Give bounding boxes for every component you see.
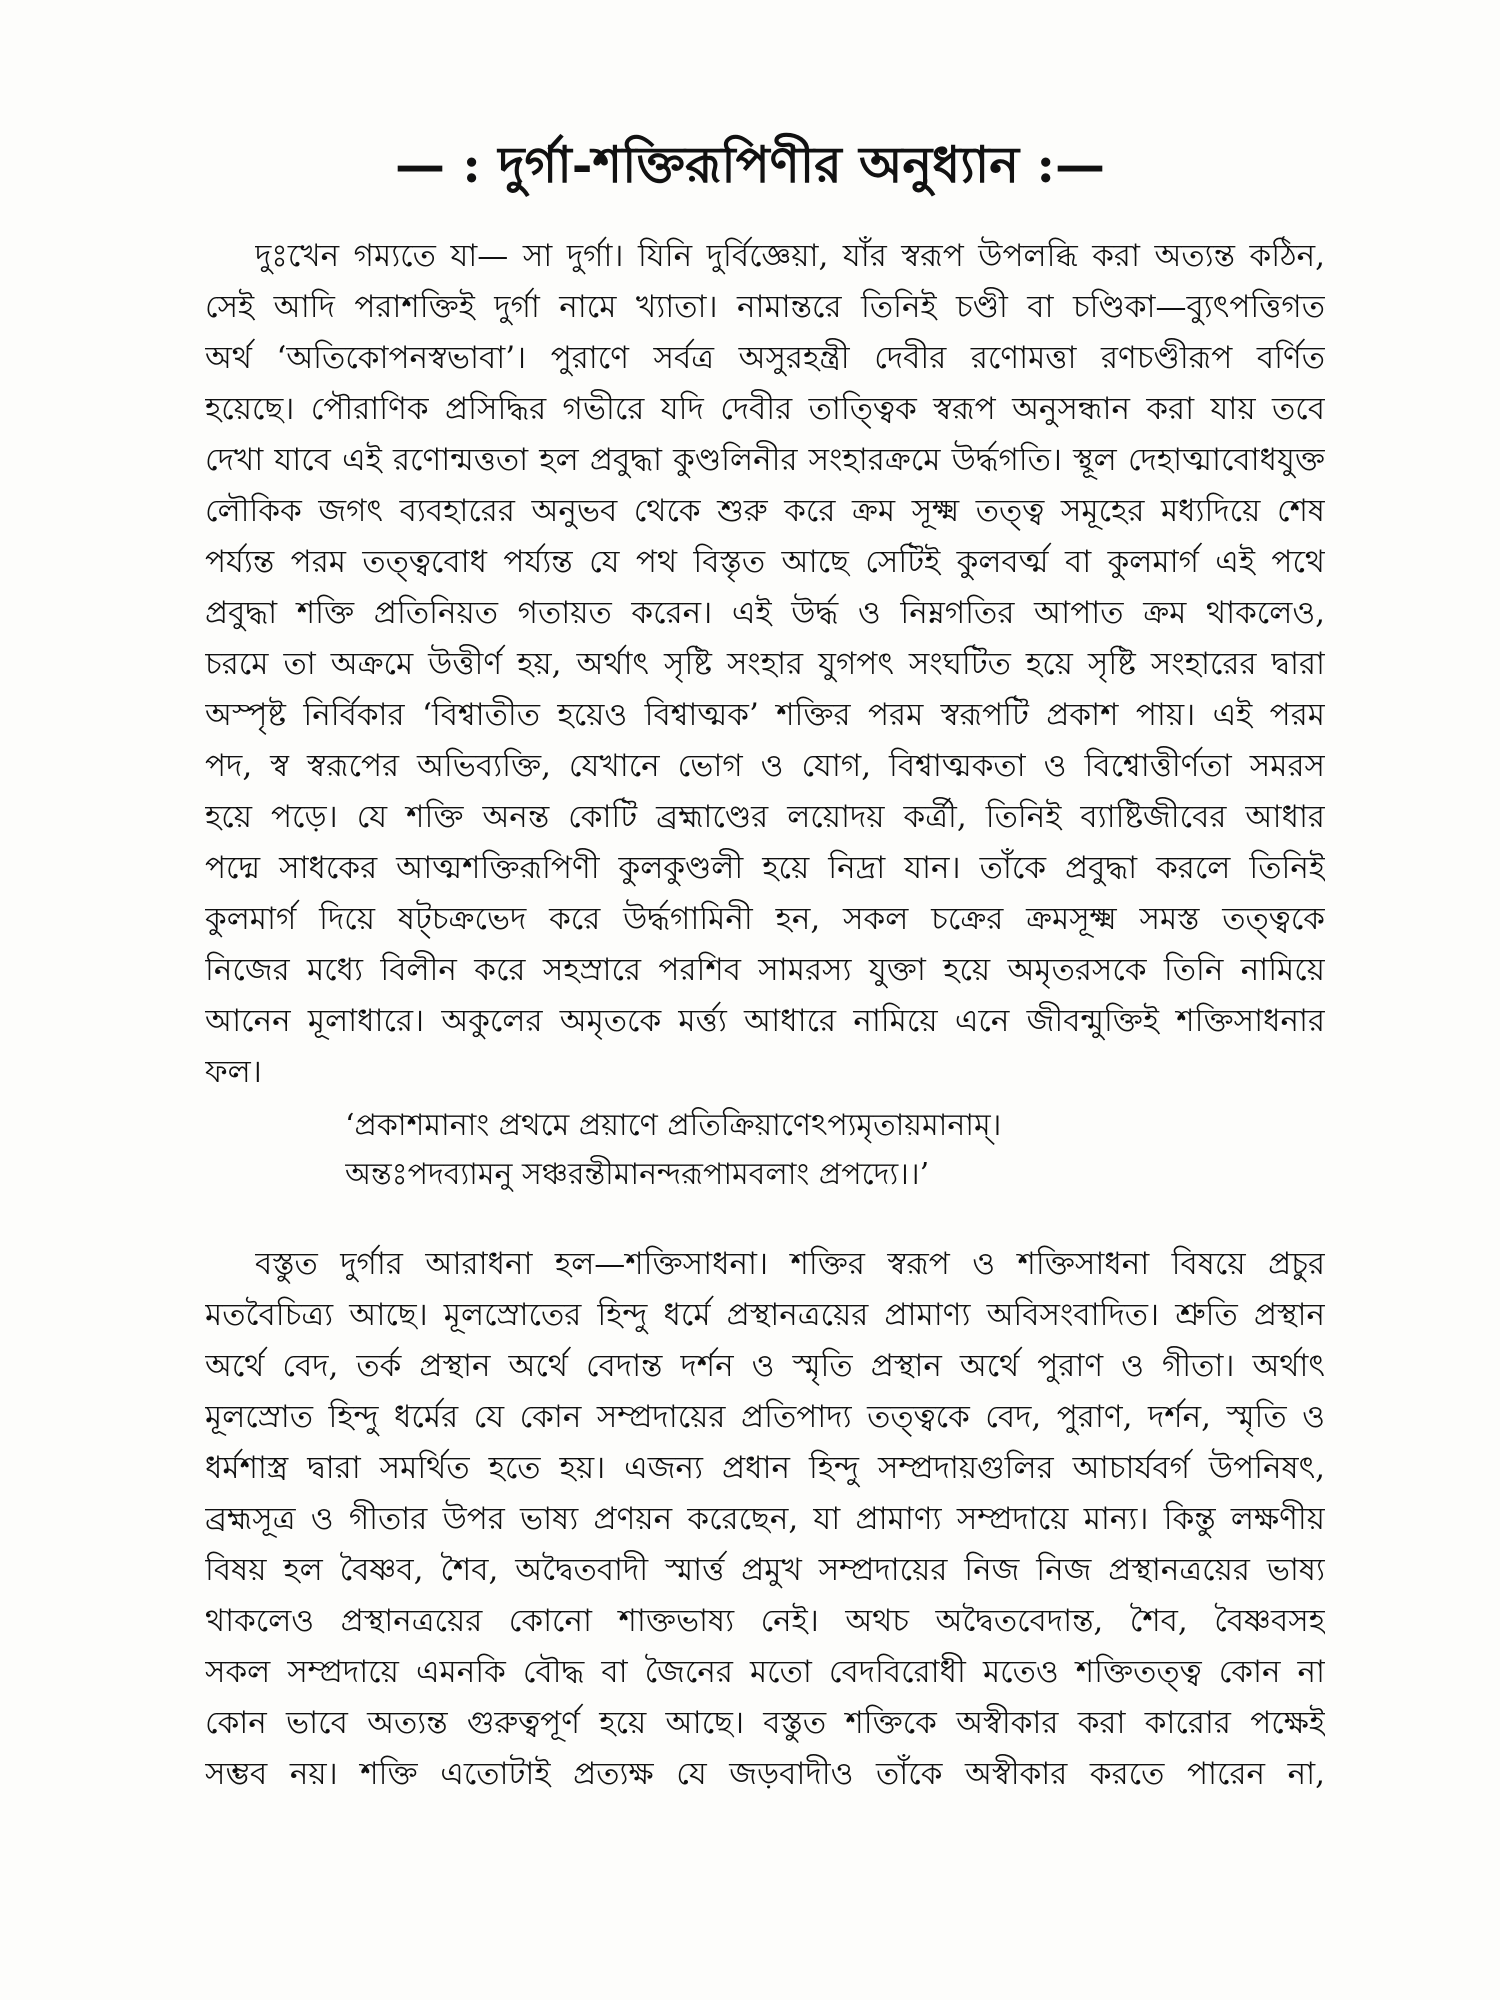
paragraph-line: পদ, স্ব স্বরূপের অভিব্যক্তি, যেখানে ভোগ ও যোগ, বিশ্বাত্মকতা ও বিশ্বোত্তীর্ণতা সমরস xyxy=(205,748,1325,784)
paragraph-line: মতবৈচিত্র্য আছে। মূলস্রোতের হিন্দু ধর্মে প্রস্থানত্রয়ের প্রামাণ্য অবিসংবাদিত। শ্রুতি প্রস্থান xyxy=(205,1297,1325,1333)
paragraph-line: হয়েছে। পৌরাণিক প্রসিদ্ধির গভীরে যদি দেবীর তাত্ত্বিক স্বরূপ অনুসন্ধান করা যায় তবে xyxy=(205,391,1325,427)
verse-line: অন্তঃপদব্যামনু সঞ্চরন্তীমানন্দরূপামবলাং প্রপদ্যে।।’ xyxy=(345,1157,930,1192)
paragraph-line: সেই আদি পরাশক্তিই দুর্গা নামে খ্যাতা। নামান্তরে তিনিই চণ্ডী বা চণ্ডিকা—ব্যুৎপত্তিগত xyxy=(205,289,1325,325)
paragraph-line: দুঃখেন গম্যতে যা— সা দুর্গা। যিনি দুর্বিজ্ঞেয়া, যাঁর স্বরূপ উপলব্ধি করা অত্যন্ত কঠিন, xyxy=(255,238,1325,274)
paragraph-line: সম্ভব নয়। শক্তি এতোটাই প্রত্যক্ষ যে জড়বাদীও তাঁকে অস্বীকার করতে পারেন না, xyxy=(205,1756,1325,1792)
paragraph-line: অর্থে বেদ, তর্ক প্রস্থান অর্থে বেদান্ত দর্শন ও স্মৃতি প্রস্থান অর্থে পুরাণ ও গীতা। অর্থাৎ xyxy=(205,1348,1325,1384)
paragraph-line: মূলস্রোত হিন্দু ধর্মের যে কোন সম্প্রদায়ের প্রতিপাদ্য তত্ত্বকে বেদ, পুরাণ, দর্শন, স্মৃতি ও xyxy=(205,1399,1325,1435)
paragraph-line: পর্য্যন্ত পরম তত্ত্ববোধ পর্য্যন্ত যে পথ বিস্তৃত আছে সেটিই কুলবর্ত্ম বা কুলমার্গ এই পথে xyxy=(205,544,1325,580)
paragraph-line: অস্পৃষ্ট নির্বিকার ‘বিশ্বাতীত হয়েও বিশ্বাত্মক’ শক্তির পরম স্বরূপটি প্রকাশ পায়। এই পরম xyxy=(205,697,1325,733)
paragraph-line: বিষয় হল বৈষ্ণব, শৈব, অদ্বৈতবাদী স্মার্ত্ত প্রমুখ সম্প্রদায়ের নিজ নিজ প্রস্থানত্রয়ের ভাষ্য xyxy=(205,1552,1325,1588)
paragraph-line: চরমে তা অক্রমে উত্তীর্ণ হয়, অর্থাৎ সৃষ্টি সংহার যুগপৎ সংঘটিত হয়ে সৃষ্টি সংহারের দ্বারা xyxy=(205,646,1325,682)
paragraph-line: বস্তুত দুর্গার আরাধনা হল—শক্তিসাধনা। শক্তির স্বরূপ ও শক্তিসাধনা বিষয়ে প্রচুর xyxy=(255,1246,1325,1282)
paragraph-line: হয়ে পড়ে। যে শক্তি অনন্ত কোটি ব্রহ্মাণ্ডের লয়োদয় কর্ত্রী, তিনিই ব্যাষ্টিজীবের আধার xyxy=(205,799,1325,835)
paragraph-line: অর্থ ‘অতিকোপনস্বভাবা’। পুরাণে সর্বত্র অসুরহন্ত্রী দেবীর রণোমত্তা রণচণ্ডীরূপ বর্ণিত xyxy=(205,340,1325,376)
paragraph-line: কুলমার্গ দিয়ে ষট্চক্রভেদ করে উর্দ্ধগামিনী হন, সকল চক্রের ক্রমসূক্ষ্ম সমস্ত তত্ত্বকে xyxy=(205,901,1325,937)
paragraph-line: নিজের মধ্যে বিলীন করে সহস্রারে পরশিব সামরস্য যুক্তা হয়ে অমৃতরসকে তিনি নামিয়ে xyxy=(205,952,1325,988)
paragraph-line: লৌকিক জগৎ ব্যবহারের অনুভব থেকে শুরু করে ক্রম সূক্ষ্ম তত্ত্ব সমূহের মধ্যদিয়ে শেষ xyxy=(205,493,1325,529)
paragraph-line: দেখা যাবে এই রণোন্মত্ততা হল প্রবুদ্ধা কুণ্ডলিনীর সংহারক্রমে উর্দ্ধগতি। স্থূল দেহাত্মাবোধযুক্ত xyxy=(205,442,1325,478)
page-title: — : দুর্গা-শক্তিরূপিণীর অনুধ্যান :— xyxy=(394,135,1105,194)
paragraph-line: প্রবুদ্ধা শক্তি প্রতিনিয়ত গতায়ত করেন। এই উর্দ্ধ ও নিম্নগতির আপাত ক্রম থাকলেও, xyxy=(205,595,1325,631)
paragraph-line: থাকলেও প্রস্থানত্রয়ের কোনো শাক্তভাষ্য নেই। অথচ অদ্বৈতবেদান্ত, শৈব, বৈষ্ণবসহ xyxy=(205,1603,1325,1639)
paragraph-line: ব্রহ্মসূত্র ও গীতার উপর ভাষ্য প্রণয়ন করেছেন, যা প্রামাণ্য সম্প্রদায়ে মান্য। কিন্তু লক্ষণীয় xyxy=(205,1501,1325,1537)
paragraph-line: আনেন মূলাধারে। অকুলের অমৃতকে মর্ত্ত্য আধারে নামিয়ে এনে জীবন্মুক্তিই শক্তিসাধনার xyxy=(205,1003,1325,1039)
paragraph-line: ফল। xyxy=(205,1054,262,1090)
verse-line: ‘প্রকাশমানাং প্রথমে প্রয়াণে প্রতিক্রিয়াণেঽপ্যমৃতায়মানাম্। xyxy=(345,1108,1002,1143)
paragraph-line: পদ্মে সাধকের আত্মশক্তিরূপিণী কুলকুণ্ডলী হয়ে নিদ্রা যান। তাঁকে প্রবুদ্ধা করলে তিনিই xyxy=(205,850,1325,886)
paragraph-line: ধর্মশাস্ত্র দ্বারা সমর্থিত হতে হয়। এজন্য প্রধান হিন্দু সম্প্রদায়গুলির আচার্যবর্গ উপনিষৎ, xyxy=(205,1450,1325,1486)
paragraph-line: সকল সম্প্রদায়ে এমনকি বৌদ্ধ বা জৈনের মতো বেদবিরোধী মতেও শক্তিতত্ত্ব কোন না xyxy=(205,1654,1325,1690)
paragraph-line: কোন ভাবে অত্যন্ত গুরুত্বপূর্ণ হয়ে আছে। বস্তুত শক্তিকে অস্বীকার করা কারোর পক্ষেই xyxy=(205,1705,1325,1741)
